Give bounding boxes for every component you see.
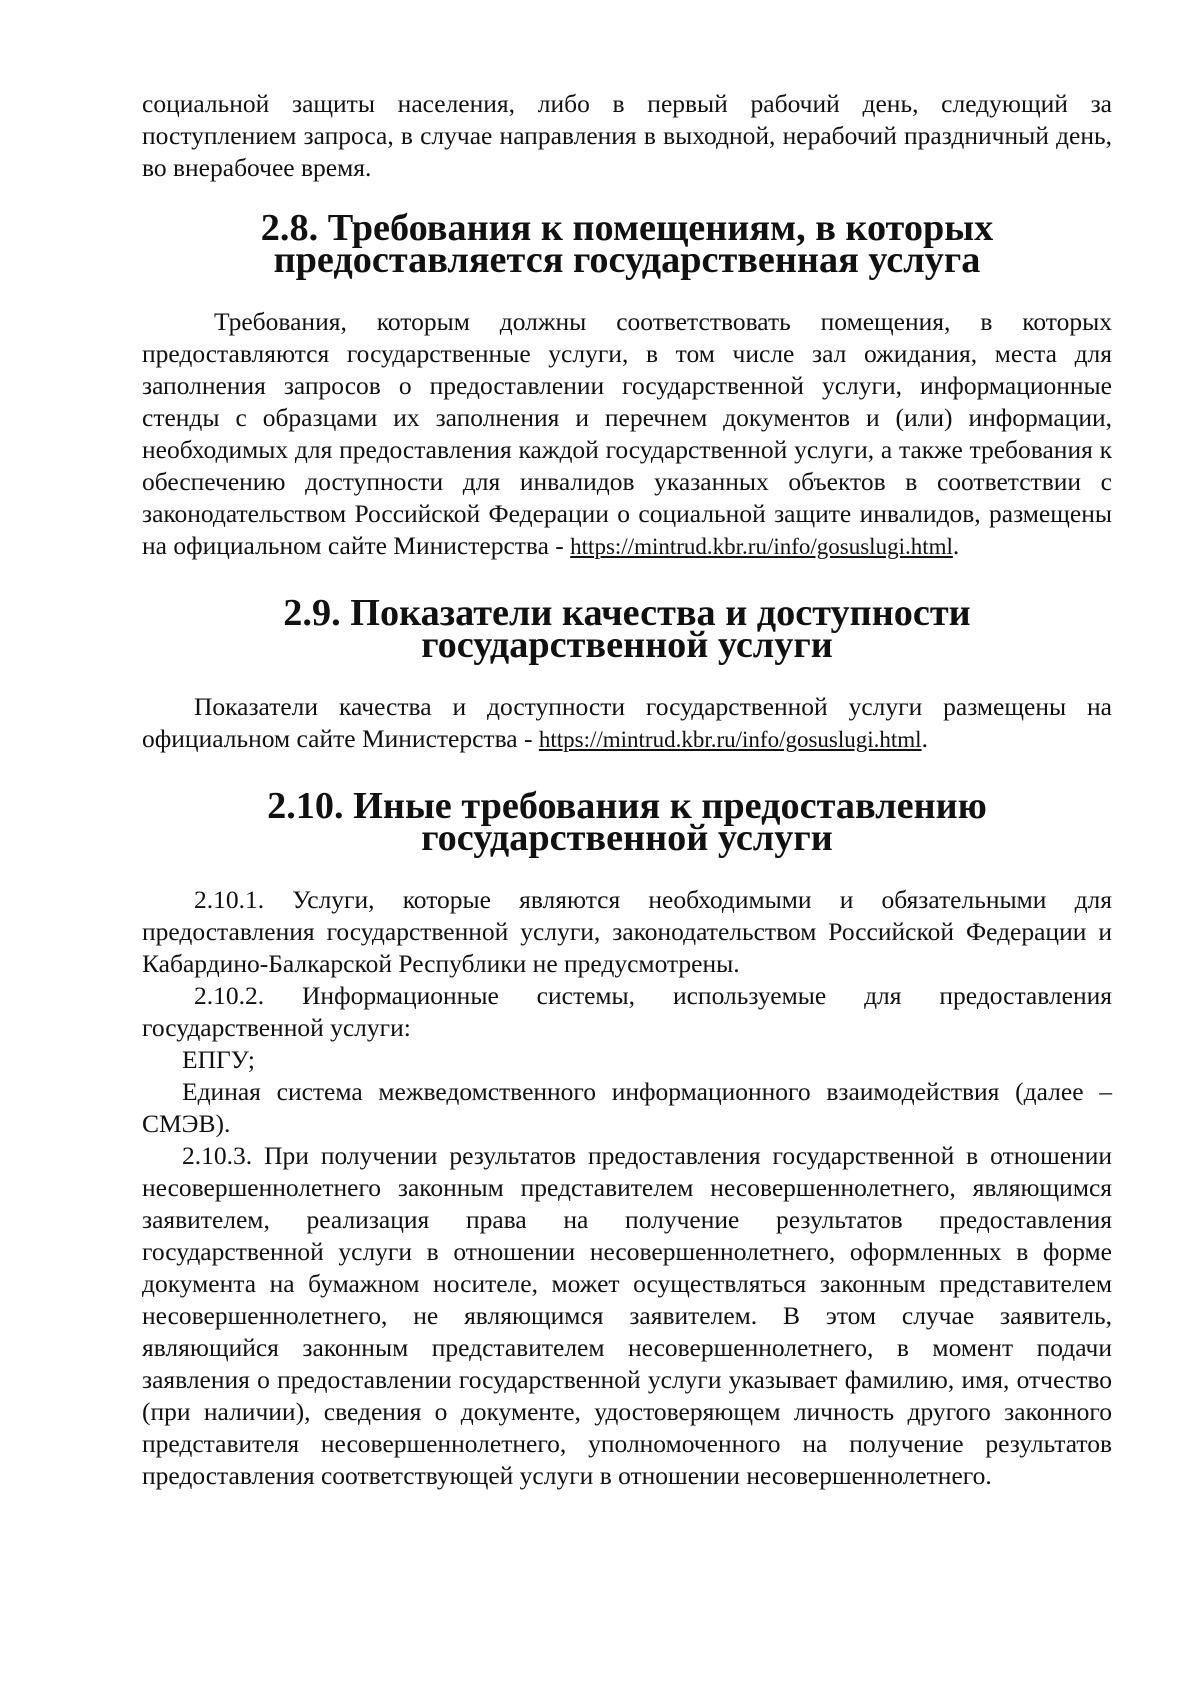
section-2-9-paragraph (142, 691, 1112, 756)
paragraph-2-10-1: 2.10.1. Услуги, которые являются необходимыми и обязательными для предоставления государственной услуги, законодательством Российской Федерации и Кабардино-Балкарской Республики не предусмотрены. (142, 885, 1112, 978)
section-2-8-heading (142, 207, 1112, 281)
section-2-8-text: Требования, которым должны соответствовать помещения, в которых предоставляются государственные услуги, в том числе зал ожидания, места для заполнения запросов о предоставлении государственной услуги, информационные стенды с образцами их заполнения и перечнем документов и (или) информации, необходимых для предоставления каждой государственной услуги, а также требования к обеспечению доступности для инвалидов указанных объектов в соответствии с законодательством Российской Федерации о социальной защите инвалидов, размещены на официальном сайте Министерства - (142, 307, 1112, 560)
paragraph-2-10-3: 2.10.3. При получении результатов предоставления государственной в отношении несовершеннолетнего законным представителем несовершеннолетнего, являющимся заявителем, реализация права на получение результатов предоставления государственной услуги в отношении несовершеннолетнего, оформленных в форме документа на бумажном носителе, может осуществляться законным представителем несовершеннолетнего, не являющимся заявителем. В этом случае заявитель, являющийся законным представителем несовершеннолетнего, в момент подачи заявления о предоставлении государственной услуги указывает фамилию, имя, отчество (при наличии), сведения о документе, удостоверяющем личность другого законного представителя несовершеннолетнего, уполномоченного на получение результатов предоставления соответствующей услуги в отношении несовершеннолетнего. (142, 1141, 1112, 1490)
section-2-8-link[interactable]: https://mintrud.kbr.ru/info/gosuslugi.html (570, 534, 953, 559)
list-item-smev: Единая система межведомственного информационного взаимодействия (далее – СМЭВ). (142, 1077, 1112, 1138)
section-2-8-paragraph (142, 306, 1112, 563)
section-2-9-trailing: . (921, 724, 928, 753)
paragraph-2-10-2: 2.10.2. Информационные системы, используемые для предоставления государственной услуги: (142, 981, 1112, 1042)
section-2-10-heading (142, 785, 1112, 859)
document-content (142, 88, 1112, 1492)
section-2-9-link[interactable]: https://mintrud.kbr.ru/info/gosuslugi.html (538, 727, 922, 752)
section-2-10-heading-line1: 2.10. Иные требования к предоставлению (267, 785, 987, 827)
section-2-8-heading-line2: предоставляется государственная услуга (273, 239, 981, 281)
intro-paragraph: социальной защиты населения, либо в первый рабочий день, следующий за поступлением запроса, в случае направления в выходной, нерабочий праздничный день, во внерабочее время. (142, 89, 1112, 182)
section-2-9-text: Показатели качества и доступности государственной услуги размещены на официальном сайте Министерства - (142, 692, 1112, 753)
section-2-8-heading-line1: 2.8. Требования к помещениям, в которых (260, 207, 994, 249)
section-2-8-trailing: . (952, 531, 960, 560)
section-2-9-heading (142, 592, 1112, 666)
section-2-10-heading-line2: государственной услуги (421, 817, 833, 859)
list-item-epgu: ЕПГУ; (182, 1045, 255, 1074)
section-2-9-heading-text: 2.9. Показатели качества и доступности государственной услуги (283, 592, 971, 666)
